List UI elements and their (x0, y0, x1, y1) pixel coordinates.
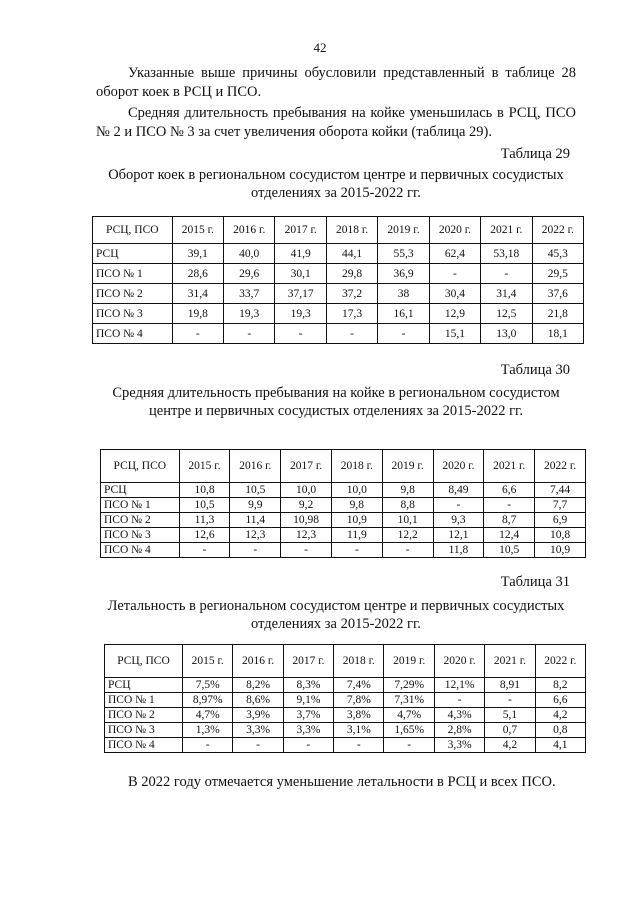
table-cell: - (433, 498, 484, 513)
table-cell: 12,3 (230, 528, 281, 543)
table-cell: - (384, 738, 434, 753)
table-cell: 6,6 (484, 483, 535, 498)
table-cell: 29,8 (326, 264, 377, 284)
table-cell: 13,0 (481, 324, 532, 344)
table-cell: 4,3% (434, 708, 484, 723)
table-cell: 15,1 (429, 324, 480, 344)
table-cell: - (281, 543, 332, 558)
table-30-label: Таблица 30 (500, 362, 570, 378)
table-cell: 12,1 (433, 528, 484, 543)
paragraph-1: Указанные выше причины обусловили представленный в таблице 28 оборот коек в РСЦ и ПСО. (96, 65, 576, 100)
column-header: 2016 г. (233, 645, 283, 678)
column-header: 2015 г. (182, 645, 232, 678)
table-cell: 10,8 (535, 528, 586, 543)
table-cell: 0,8 (535, 723, 585, 738)
table-cell: 4,2 (535, 708, 585, 723)
table-cell: 4,7% (182, 708, 232, 723)
table-cell: 7,7 (535, 498, 586, 513)
table-row (93, 304, 584, 324)
table-cell: 40,0 (224, 244, 275, 264)
table-cell: 3,9% (233, 708, 283, 723)
table-cell: 38 (378, 284, 429, 304)
table-cell: 10,5 (179, 498, 230, 513)
table-cell: 18,1 (532, 324, 583, 344)
table-row (105, 723, 586, 738)
table-cell: - (179, 543, 230, 558)
table-cell: 8,3% (283, 678, 333, 693)
table-cell: 4,1 (535, 738, 585, 753)
column-header: 2022 г. (535, 450, 586, 483)
table-cell: - (230, 543, 281, 558)
row-header-cell: РСЦ (101, 483, 180, 498)
table-cell: 8,91 (485, 678, 535, 693)
table-row (105, 678, 586, 693)
table-cell: 31,4 (481, 284, 532, 304)
table-cell: 3,1% (334, 723, 384, 738)
row-header-cell: РСЦ (93, 244, 173, 264)
table-30-title: Средняя длительность пребывания на койке в региональном сосудистом центре и первичных сосудистых отделениях за 2015-2022 гг. (112, 385, 560, 419)
table-31-title: Летальность в региональном сосудистом центре и первичных сосудистых отделениях за 2015-2022 гг. (107, 598, 565, 632)
table-cell: 9,3 (433, 513, 484, 528)
table-cell: 6,6 (535, 693, 585, 708)
column-header: 2019 г. (382, 450, 433, 483)
table-cell: 9,8 (382, 483, 433, 498)
table-cell: 10,98 (281, 513, 332, 528)
table-cell: 6,9 (535, 513, 586, 528)
table-cell: - (434, 693, 484, 708)
table-row (105, 708, 586, 723)
table-cell: 19,8 (172, 304, 223, 324)
table-cell: 4,2 (485, 738, 535, 753)
table-cell: 29,5 (532, 264, 583, 284)
table-cell: - (233, 738, 283, 753)
table-cell: 21,8 (532, 304, 583, 324)
table-cell: 9,8 (331, 498, 382, 513)
table-cell: 29,6 (224, 264, 275, 284)
row-header-cell: ПСО № 2 (93, 284, 173, 304)
table-cell: 9,9 (230, 498, 281, 513)
table-cell: 17,3 (326, 304, 377, 324)
table-cell: 7,29% (384, 678, 434, 693)
column-header: 2018 г. (326, 217, 377, 244)
conclusion-paragraph: В 2022 году отмечается уменьшение летальности в РСЦ и всех ПСО. (128, 774, 556, 790)
table-cell: 11,3 (179, 513, 230, 528)
table-row (105, 738, 586, 753)
column-header: 2019 г. (378, 217, 429, 244)
table-cell: 19,3 (224, 304, 275, 324)
column-header: 2017 г. (281, 450, 332, 483)
column-header: 2022 г. (532, 217, 583, 244)
row-header-cell: ПСО № 3 (93, 304, 173, 324)
row-header-cell: РСЦ (105, 678, 183, 693)
table-row (101, 528, 586, 543)
row-header-cell: ПСО № 4 (105, 738, 183, 753)
column-header: 2015 г. (179, 450, 230, 483)
table-cell: - (331, 543, 382, 558)
table-cell: - (182, 738, 232, 753)
table-29-title: Оборот коек в региональном сосудистом центре и первичных сосудистых отделениях за 2015-2022 гг. (108, 167, 564, 201)
column-header: 2020 г. (433, 450, 484, 483)
column-header: 2021 г. (481, 217, 532, 244)
column-header: 2019 г. (384, 645, 434, 678)
table-row (93, 284, 584, 304)
table-29 (92, 216, 584, 344)
table-cell: - (485, 693, 535, 708)
column-header: 2021 г. (485, 645, 535, 678)
table-cell: 1,65% (384, 723, 434, 738)
table-cell: 7,8% (334, 693, 384, 708)
table-cell: 3,3% (283, 723, 333, 738)
table-row (105, 693, 586, 708)
table-cell: 10,5 (484, 543, 535, 558)
table-cell: - (481, 264, 532, 284)
row-header-cell: ПСО № 1 (101, 498, 180, 513)
table-cell: 7,31% (384, 693, 434, 708)
table-row (93, 264, 584, 284)
table-cell: 19,3 (275, 304, 326, 324)
paragraph-2: Средняя длительность пребывания на койке уменьшилась в РСЦ, ПСО № 2 и ПСО № 3 за счет увеличения оборота койки (таблица 29). (96, 105, 576, 140)
table-cell: 10,1 (382, 513, 433, 528)
table-cell: 9,1% (283, 693, 333, 708)
column-header: 2022 г. (535, 645, 585, 678)
table-cell: 3,3% (233, 723, 283, 738)
table-cell: 55,3 (378, 244, 429, 264)
table-30 (100, 449, 586, 558)
table-row (93, 244, 584, 264)
table-cell: - (334, 738, 384, 753)
table-cell: 8,7 (484, 513, 535, 528)
table-cell: 39,1 (172, 244, 223, 264)
table-cell: 7,44 (535, 483, 586, 498)
table-cell: - (172, 324, 223, 344)
table-31 (104, 644, 586, 753)
table-cell: 62,4 (429, 244, 480, 264)
table-row (101, 498, 586, 513)
table-cell: 10,5 (230, 483, 281, 498)
table-cell: 10,0 (281, 483, 332, 498)
table-header-row (101, 450, 586, 483)
column-header: 2018 г. (334, 645, 384, 678)
table-cell: 30,4 (429, 284, 480, 304)
table-cell: - (429, 264, 480, 284)
table-cell: - (326, 324, 377, 344)
row-header-cell: ПСО № 3 (101, 528, 180, 543)
table-cell: 9,2 (281, 498, 332, 513)
table-cell: 37,2 (326, 284, 377, 304)
table-cell: 10,0 (331, 483, 382, 498)
table-cell: 16,1 (378, 304, 429, 324)
table-cell: 33,7 (224, 284, 275, 304)
table-cell: 7,5% (182, 678, 232, 693)
column-header: РСЦ, ПСО (93, 217, 173, 244)
table-cell: 44,1 (326, 244, 377, 264)
row-header-cell: ПСО № 4 (93, 324, 173, 344)
table-row (101, 483, 586, 498)
table-cell: 36,9 (378, 264, 429, 284)
table-31-label: Таблица 31 (500, 574, 570, 590)
table-row (101, 543, 586, 558)
table-cell: 1,3% (182, 723, 232, 738)
table-cell: 12,3 (281, 528, 332, 543)
table-cell: 8,2% (233, 678, 283, 693)
page-number: 42 (313, 40, 327, 55)
table-header-row (93, 217, 584, 244)
table-cell: 31,4 (172, 284, 223, 304)
table-cell: 8,49 (433, 483, 484, 498)
table-cell: 11,4 (230, 513, 281, 528)
table-cell: - (378, 324, 429, 344)
table-cell: 8,6% (233, 693, 283, 708)
column-header: 2021 г. (484, 450, 535, 483)
table-cell: 10,9 (331, 513, 382, 528)
table-cell: 11,9 (331, 528, 382, 543)
table-cell: 45,3 (532, 244, 583, 264)
table-cell: 12,1% (434, 678, 484, 693)
table-cell: 3,3% (434, 738, 484, 753)
table-cell: 41,9 (275, 244, 326, 264)
table-cell: 37,6 (532, 284, 583, 304)
column-header: 2015 г. (172, 217, 223, 244)
table-cell: 3,8% (334, 708, 384, 723)
table-29-label: Таблица 29 (500, 146, 570, 162)
table-cell: 7,4% (334, 678, 384, 693)
table-cell: 5,1 (485, 708, 535, 723)
column-header: 2020 г. (434, 645, 484, 678)
table-cell: 12,4 (484, 528, 535, 543)
table-cell: 12,6 (179, 528, 230, 543)
column-header: 2016 г. (224, 217, 275, 244)
row-header-cell: ПСО № 2 (101, 513, 180, 528)
table-cell: 37,17 (275, 284, 326, 304)
table-cell: 28,6 (172, 264, 223, 284)
column-header: 2018 г. (331, 450, 382, 483)
table-cell: 12,5 (481, 304, 532, 324)
table-cell: 8,2 (535, 678, 585, 693)
table-cell: 10,8 (179, 483, 230, 498)
column-header: РСЦ, ПСО (101, 450, 180, 483)
table-cell: 12,2 (382, 528, 433, 543)
column-header: РСЦ, ПСО (105, 645, 183, 678)
row-header-cell: ПСО № 2 (105, 708, 183, 723)
table-cell: - (382, 543, 433, 558)
table-cell: - (484, 498, 535, 513)
table-cell: 0,7 (485, 723, 535, 738)
table-cell: - (275, 324, 326, 344)
table-header-row (105, 645, 586, 678)
table-cell: - (224, 324, 275, 344)
table-cell: 30,1 (275, 264, 326, 284)
column-header: 2017 г. (275, 217, 326, 244)
column-header: 2017 г. (283, 645, 333, 678)
table-cell: 2,8% (434, 723, 484, 738)
table-cell: 8,97% (182, 693, 232, 708)
table-cell: 53,18 (481, 244, 532, 264)
table-cell: 4,7% (384, 708, 434, 723)
row-header-cell: ПСО № 1 (105, 693, 183, 708)
table-cell: 8,8 (382, 498, 433, 513)
column-header: 2020 г. (429, 217, 480, 244)
table-row (101, 513, 586, 528)
table-cell: - (283, 738, 333, 753)
row-header-cell: ПСО № 4 (101, 543, 180, 558)
row-header-cell: ПСО № 1 (93, 264, 173, 284)
column-header: 2016 г. (230, 450, 281, 483)
table-cell: 11,8 (433, 543, 484, 558)
row-header-cell: ПСО № 3 (105, 723, 183, 738)
table-cell: 12,9 (429, 304, 480, 324)
table-cell: 3,7% (283, 708, 333, 723)
table-cell: 10,9 (535, 543, 586, 558)
table-row (93, 324, 584, 344)
